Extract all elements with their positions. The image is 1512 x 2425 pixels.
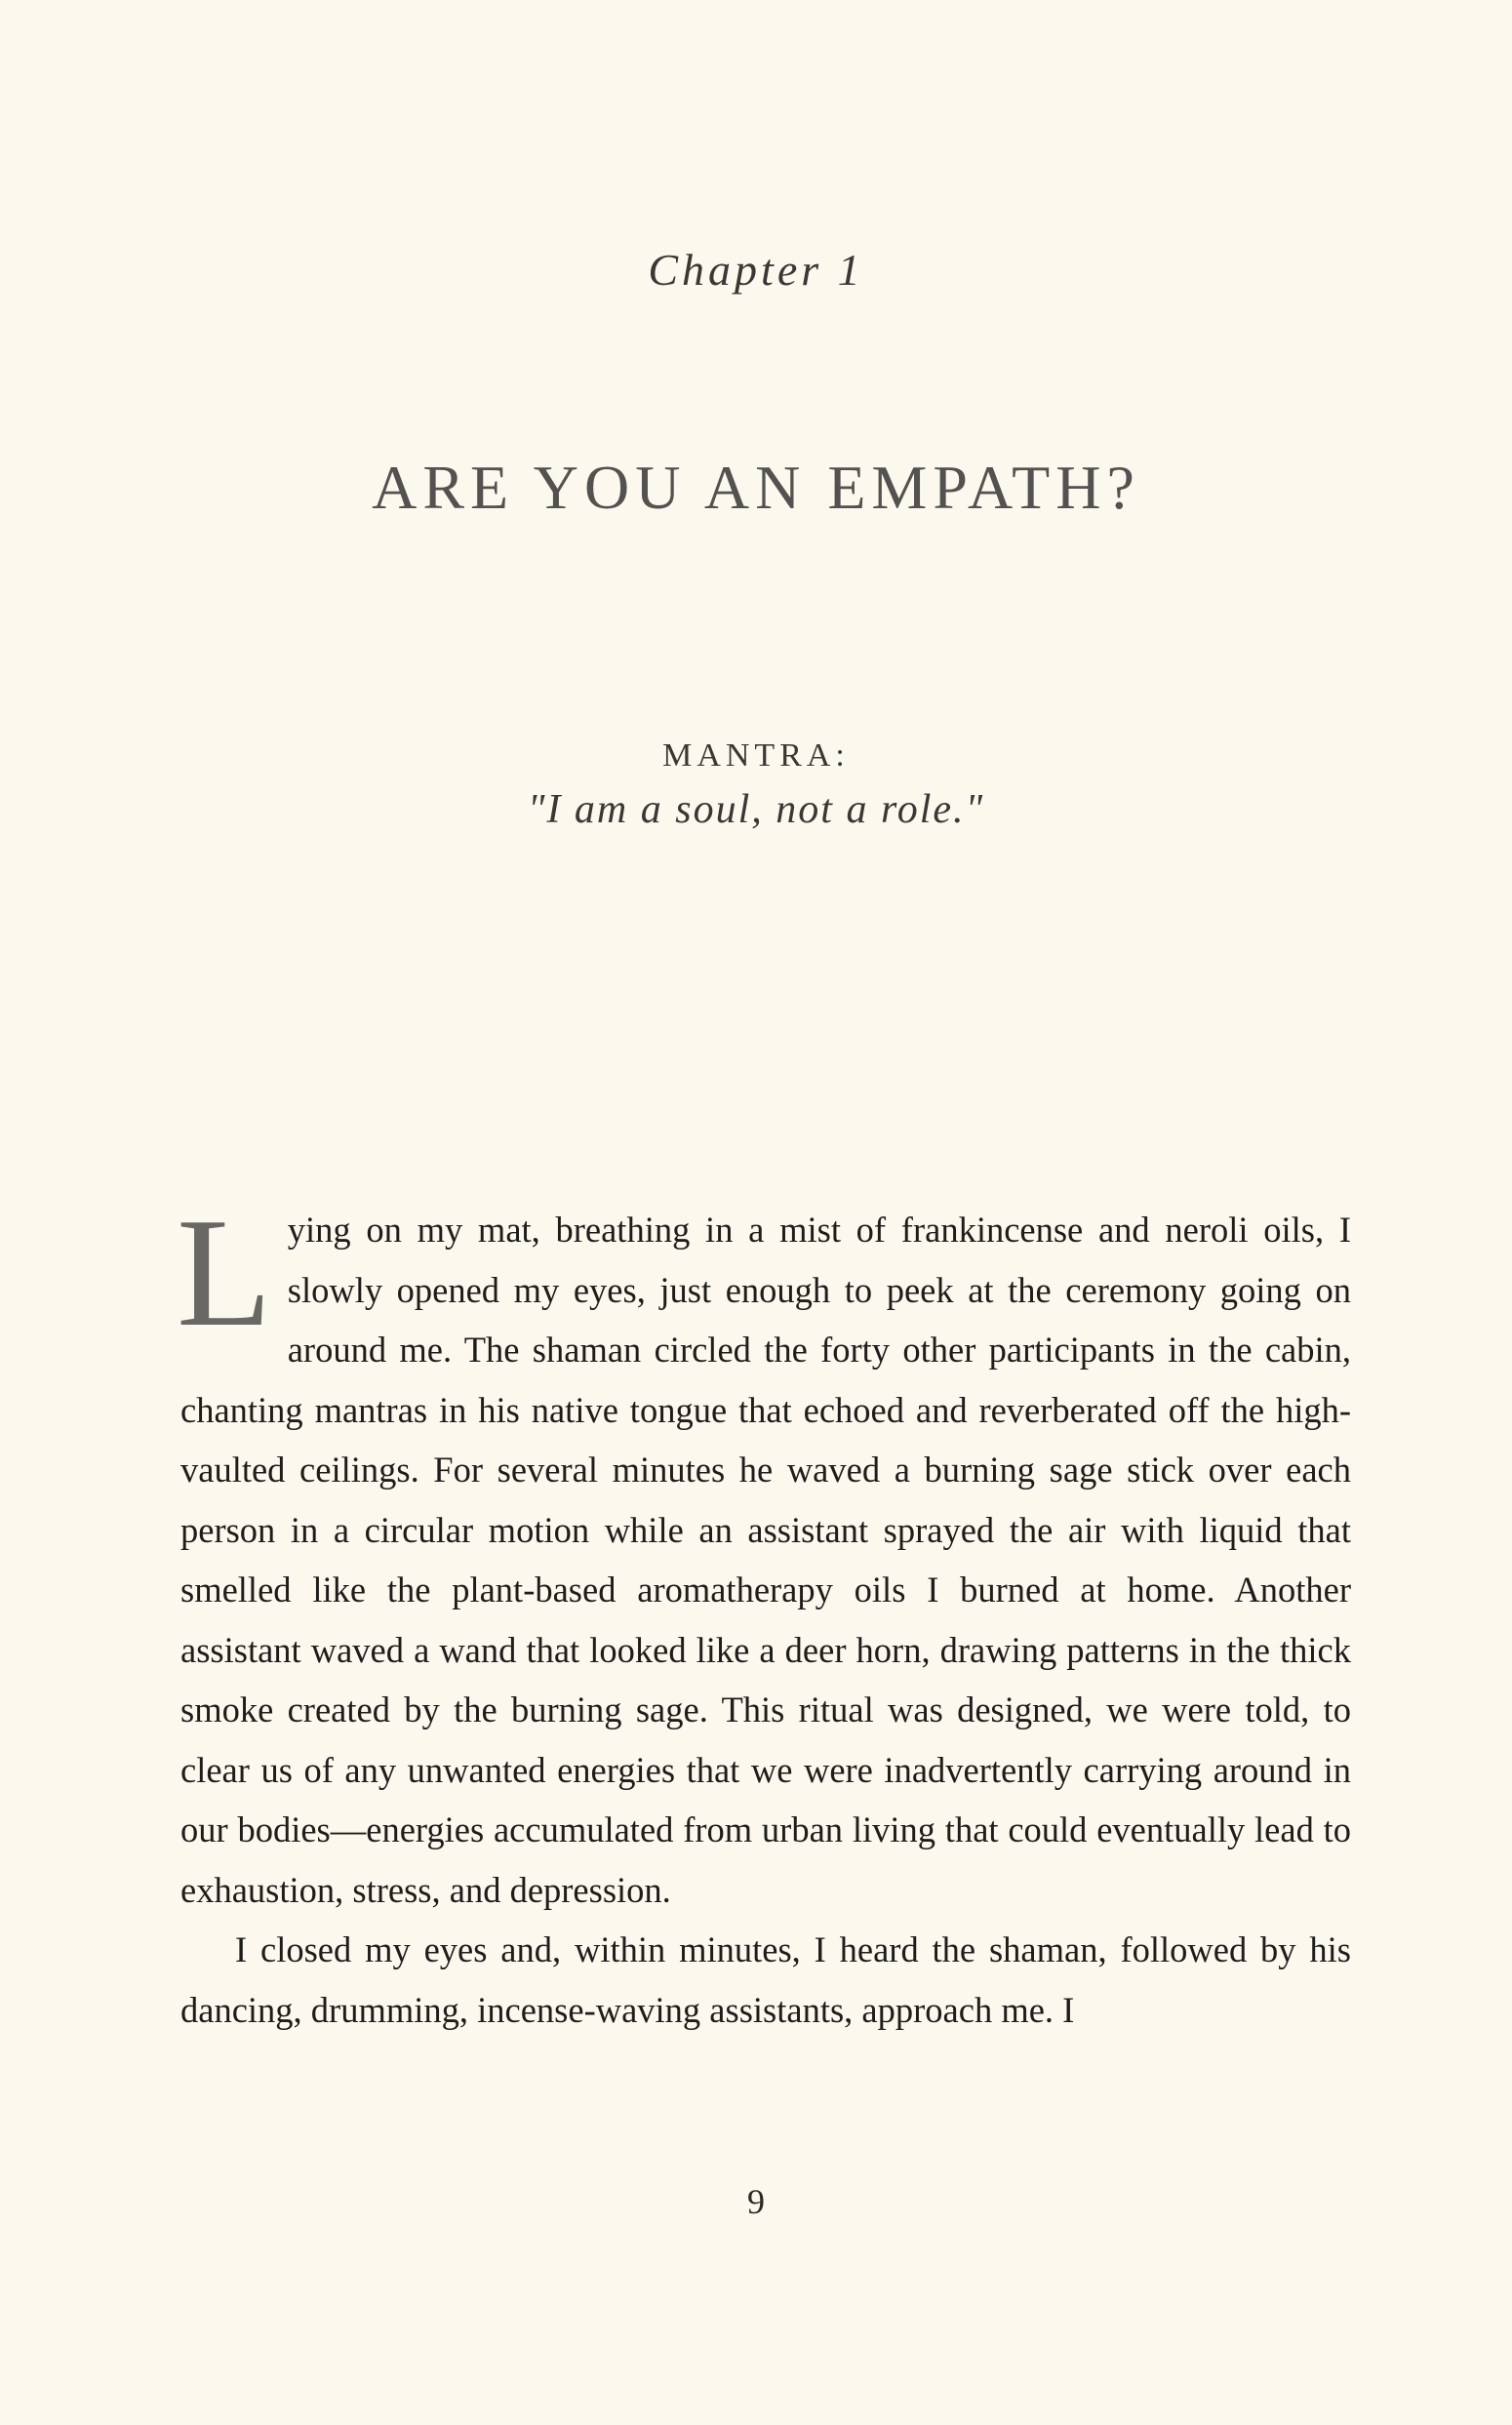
mantra-text: "I am a soul, not a role.": [527, 787, 985, 832]
paragraph-1-text: ying on my mat, breathing in a mist of frankincense and neroli oils, I slowly opened my eyes, just enough to peek at the ceremony going on around me. The shaman circled the forty other participants in the cabin, chanting mantras in his native tongue that echoed and reverberated off the high-vaulted ceilings. For several minutes he waved a burning sage stick over each person in a circular motion while an assistant sprayed the air with liquid that smelled like the plant-based aromatherapy oils I burned at home. Another assistant waved a wand that looked like a deer horn, drawing patterns in the thick smoke created by the burning sage. This ritual was designed, we were told, to clear us of any unwanted energies that we were inadvertently carrying around in our bodies—energies accumulated from urban living that could eventually lead to exhaustion, stress, and depression.: [180, 1210, 1351, 1910]
paragraph-2: I closed my eyes and, within minutes, I heard the shaman, followed by his dancing, drumming, incense-waving assistants, approach me. I: [180, 1929, 1351, 2030]
body-text: [177, 1185, 1351, 2040]
paragraph-1: [177, 1185, 1351, 1920]
chapter-label: Chapter 1: [648, 245, 864, 295]
drop-cap: L: [177, 1185, 272, 1359]
page-number: 9: [747, 2182, 765, 2221]
chapter-title: ARE YOU AN EMPATH?: [372, 452, 1140, 522]
mantra-label: MANTRA:: [662, 737, 850, 774]
